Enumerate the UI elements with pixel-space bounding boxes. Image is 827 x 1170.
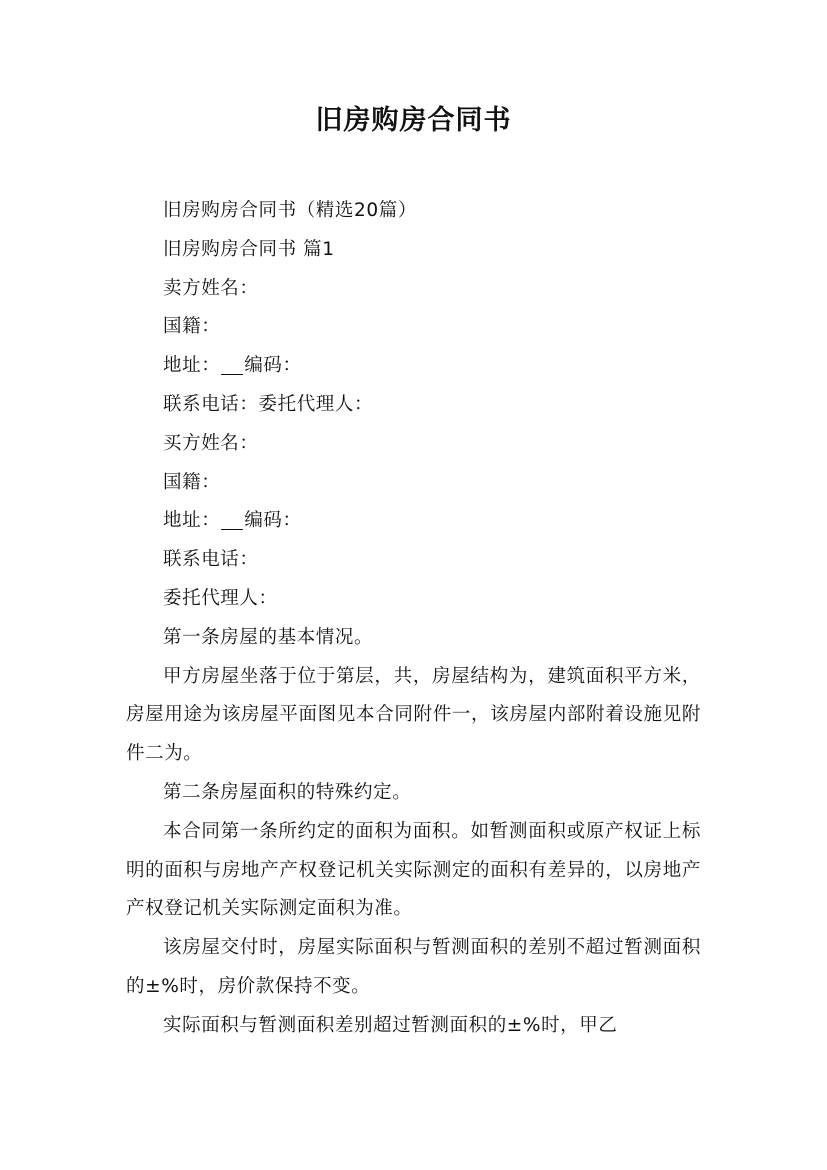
buyer-agent-line: 委托代理人：: [163, 587, 278, 609]
article-title: 旧房购房合同书 篇1: [163, 238, 335, 260]
buyer-address-blank: [221, 511, 243, 530]
seller-name-line: 卖方姓名：: [163, 277, 259, 299]
clause-2-text: 本合同第一条所约定的面积为面积。如暂测面积或原产权证上标明的面积与房地产产权登记机关实际测定的面积有差异的，以房地产产权登记机关实际测定面积为准。: [126, 820, 701, 920]
seller-nationality-line: 国籍：: [163, 316, 221, 338]
buyer-postcode-label: 编码：: [244, 510, 302, 532]
seller-address-blank: [221, 356, 243, 375]
seller-phone-line: 联系电话：委托代理人：: [163, 393, 374, 415]
seller-address-label: 地址：: [163, 355, 221, 377]
clause-2-title: 第二条房屋面积的特殊约定。: [163, 781, 412, 803]
clause-2-text-3: 实际面积与暂测面积差别超过暂测面积的±%时，甲乙: [163, 1014, 618, 1036]
seller-postcode-label: 编码：: [244, 355, 302, 377]
clause-1-text: 甲方房屋坐落于位于第层，共，房屋结构为，建筑面积平方米，房屋用途为该房屋平面图见本合同附件一，该房屋内部附着设施见附件二为。: [126, 665, 701, 765]
buyer-address-label: 地址：: [163, 510, 221, 532]
clause-2-text-2: 该房屋交付时，房屋实际面积与暂测面积的差别不超过暂测面积的±%时，房价款保持不变。: [126, 937, 701, 997]
seller-address-line: [126, 347, 701, 386]
buyer-name-line: 买方姓名：: [163, 432, 259, 454]
buyer-address-line: [126, 502, 701, 541]
buyer-nationality-line: 国籍：: [163, 471, 221, 493]
document-body: [126, 192, 701, 1046]
clause-1-title: 第一条房屋的基本情况。: [163, 626, 374, 648]
document-title: 旧房购房合同书: [315, 105, 512, 136]
buyer-phone-line: 联系电话：: [163, 549, 259, 571]
list-title: 旧房购房合同书（精选20篇）: [163, 200, 417, 221]
